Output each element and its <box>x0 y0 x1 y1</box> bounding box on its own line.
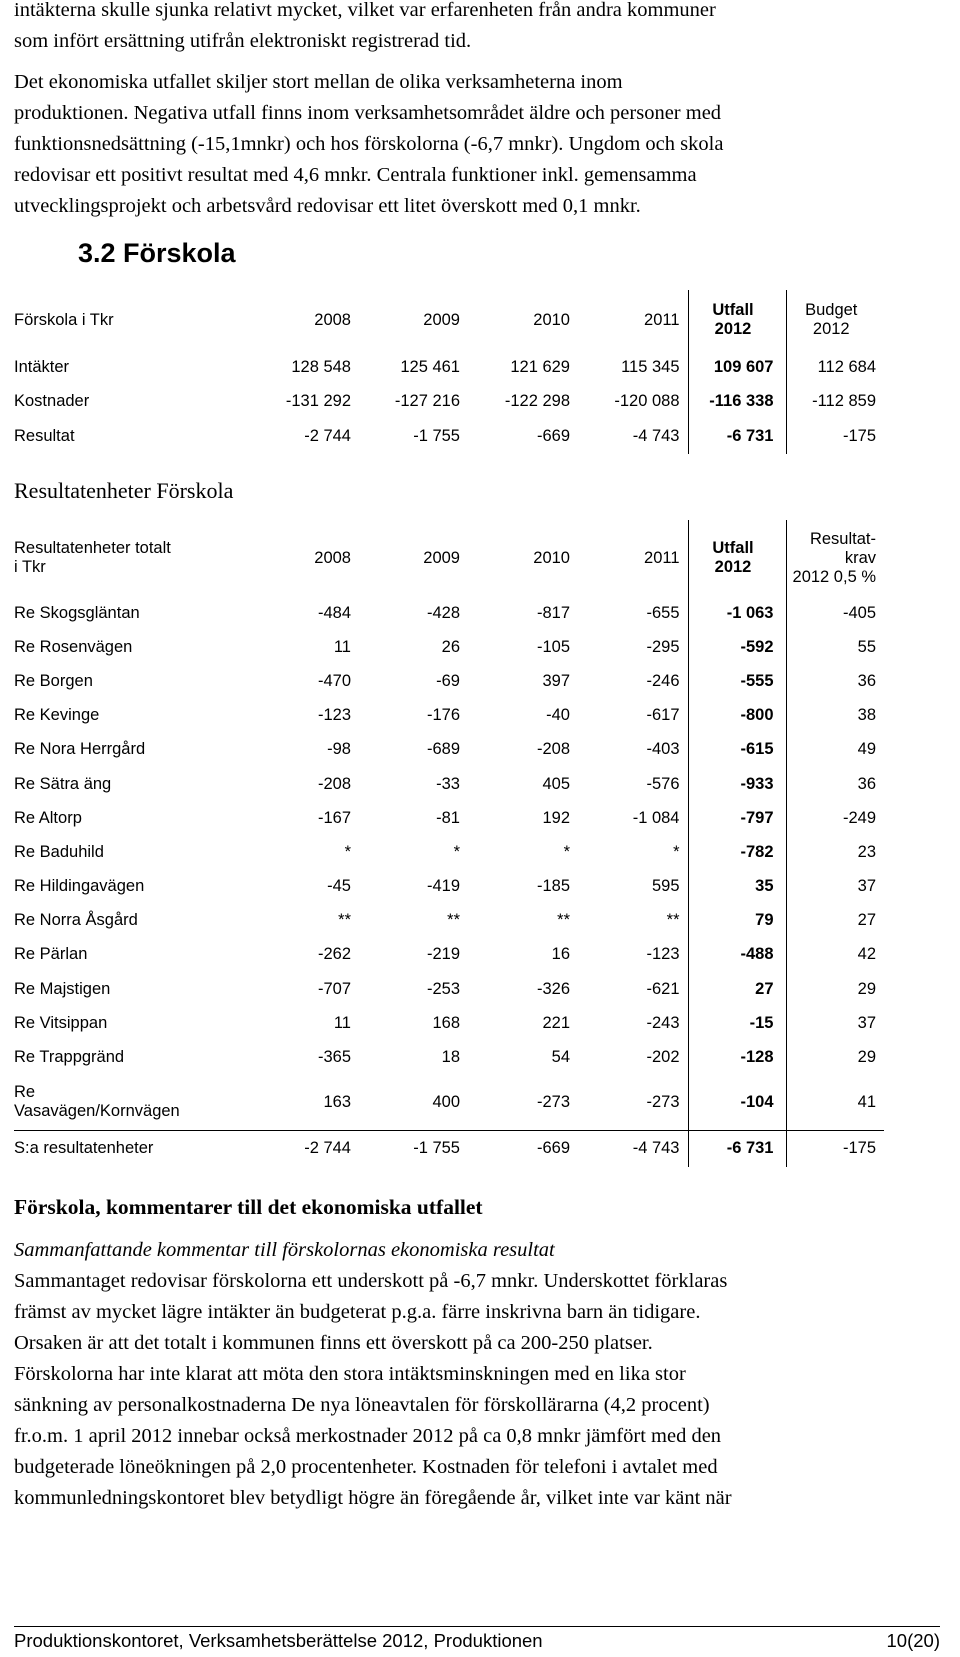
cell: -208 <box>536 740 570 759</box>
header-label-line: Resultatenheter totalt <box>14 539 171 557</box>
row-label-line: Vasavägen/Kornvägen <box>14 1102 180 1121</box>
cell: -295 <box>646 637 680 656</box>
cell: ** <box>447 911 460 930</box>
cell: 192 <box>542 808 570 827</box>
cell: -105 <box>536 637 570 656</box>
krav-cell: 37 <box>857 1013 876 1032</box>
header-year: 2008 <box>314 548 351 567</box>
cell: 54 <box>551 1048 570 1067</box>
cell: -167 <box>317 808 351 827</box>
krav-cell: 36 <box>857 671 876 690</box>
utfall-cell: -6 731 <box>688 418 786 454</box>
cell: -419 <box>426 877 460 896</box>
cell: * <box>673 842 680 861</box>
utfall-cell: -800 <box>688 699 786 733</box>
header-year: 2008 <box>314 310 351 329</box>
header-budget-line: Budget <box>805 301 858 319</box>
text-line: funktionsnedsättning (-15,1mnkr) och hos förskolorna (-6,7 mnkr). Ungdom och skola <box>14 133 724 155</box>
header-krav-line: Resultat- <box>809 529 876 548</box>
cell: 128 548 <box>291 357 351 376</box>
budget-cell: -175 <box>842 426 876 445</box>
row-label: Re Skogsgläntan <box>14 603 140 622</box>
krav-cell: 23 <box>857 842 876 861</box>
cell: -243 <box>646 1013 680 1032</box>
cell: -40 <box>546 706 570 725</box>
cell: ** <box>666 911 680 930</box>
utfall-cell: 35 <box>688 870 786 904</box>
header-label <box>14 520 254 596</box>
utfall-cell: -488 <box>688 938 786 972</box>
text-line: Förskolorna har inte klarat att möta den stora intäktsminskningen med en lika stor <box>14 1363 686 1385</box>
utfall-cell: 79 <box>688 904 786 938</box>
header-utfall-line: Utfall <box>712 301 754 319</box>
header-budget <box>786 290 884 350</box>
cell: -707 <box>317 979 351 998</box>
table-row <box>14 767 884 801</box>
text-line: utvecklingsprojekt och arbetsvård redovisar ett litet överskott med 0,1 mnkr. <box>14 195 641 217</box>
cell: -669 <box>468 1131 578 1167</box>
utfall-cell: -782 <box>688 835 786 869</box>
krav-cell: -405 <box>842 603 876 622</box>
header-year: 2010 <box>533 310 570 329</box>
budget-cell: -112 859 <box>812 391 876 410</box>
cell: -33 <box>436 774 460 793</box>
table-row <box>14 1040 884 1074</box>
comments-heading: Förskola, kommentarer till det ekonomiska utfallet <box>14 1195 483 1219</box>
cell: -617 <box>646 706 680 725</box>
cell: -185 <box>536 877 570 896</box>
row-label: Resultat <box>14 426 75 445</box>
row-label-line: Re <box>14 1083 36 1102</box>
subheading: Resultatenheter Förskola <box>14 478 234 503</box>
intro-paragraph <box>14 0 944 57</box>
cell: 595 <box>651 877 680 896</box>
table-row <box>14 938 884 972</box>
comments-paragraph <box>14 1266 944 1514</box>
total-row <box>14 1131 884 1167</box>
row-label: Re Rosenvägen <box>14 637 133 656</box>
utfall-cell: -933 <box>688 767 786 801</box>
text-line: sänkning av personalkostnaderna De nya löneavtalen för förskollärarna (4,2 procent) <box>14 1394 710 1416</box>
cell: -273 <box>646 1092 680 1111</box>
header-year: 2009 <box>423 548 460 567</box>
text-line: budgeterade löneökningen på 2,0 procentenheter. Kostnaden för telefoni i avtalet med <box>14 1456 718 1478</box>
header-label-line: i Tkr <box>14 558 46 576</box>
forskola-summary-table <box>14 290 884 454</box>
cell: -120 088 <box>614 391 680 410</box>
row-label: Re Nora Herrgård <box>14 740 146 759</box>
cell: ** <box>338 911 351 930</box>
krav-cell: 41 <box>857 1092 876 1111</box>
utfall-cell: -592 <box>688 630 786 664</box>
header-label: Förskola i Tkr <box>14 310 114 329</box>
cell: 26 <box>441 637 460 656</box>
cell: -470 <box>317 671 351 690</box>
header-budget-line: 2012 <box>812 320 850 338</box>
cell: -669 <box>536 426 570 445</box>
cell: -219 <box>426 945 460 964</box>
cell: -2 744 <box>304 426 351 445</box>
cell: -621 <box>646 979 680 998</box>
cell: -81 <box>436 808 460 827</box>
utfall-cell: -116 338 <box>688 384 786 418</box>
utfall-cell: 27 <box>688 972 786 1006</box>
utfall-cell: -1 063 <box>688 596 786 630</box>
row-label <box>14 1075 254 1131</box>
cell: -45 <box>327 877 351 896</box>
cell: * <box>344 842 351 861</box>
header-krav-line: 2012 0,5 % <box>792 567 876 586</box>
cell: -4 743 <box>632 426 680 445</box>
footer-left: Produktionskontoret, Verksamhetsberättelse 2012, Produktionen <box>14 1630 543 1651</box>
cell: -123 <box>646 945 680 964</box>
cell: -655 <box>646 603 680 622</box>
text-line: som infört ersättning utifrån elektroniskt registrerad tid. <box>14 30 472 52</box>
cell: -98 <box>327 740 351 759</box>
utfall-cell: -615 <box>688 733 786 767</box>
row-label: S:a resultatenheter <box>14 1131 254 1167</box>
cell: -484 <box>317 603 351 622</box>
cell: -123 <box>317 706 351 725</box>
text-line: redovisar ett positivt resultat med 4,6 mnkr. Centrala funktioner inkl. gemensamma <box>14 164 697 186</box>
krav-cell: 27 <box>857 911 876 930</box>
row-label: Re Trappgränd <box>14 1048 125 1067</box>
cell: -689 <box>426 740 460 759</box>
table-row <box>14 350 884 384</box>
cell: 16 <box>551 945 570 964</box>
row-label: Re Baduhild <box>14 842 104 861</box>
cell: 18 <box>441 1048 460 1067</box>
cell: ** <box>557 911 570 930</box>
row-label: Re Borgen <box>14 671 93 690</box>
cell: -2 744 <box>254 1131 359 1167</box>
krav-cell: 55 <box>857 637 876 656</box>
header-krav-line: krav <box>844 548 876 567</box>
utfall-cell: -6 731 <box>688 1131 786 1167</box>
table-row <box>14 904 884 938</box>
cell: 163 <box>323 1092 351 1111</box>
table-header-row <box>14 290 884 350</box>
utfall-cell: -104 <box>688 1075 786 1131</box>
header-utfall <box>688 520 786 596</box>
table-row <box>14 835 884 869</box>
header-year: 2011 <box>644 310 680 329</box>
utfall-cell: -15 <box>688 1006 786 1040</box>
cell: 400 <box>432 1092 460 1111</box>
cell: -176 <box>426 706 460 725</box>
cell: -4 743 <box>578 1131 688 1167</box>
krav-cell: 29 <box>857 979 876 998</box>
table-row <box>14 1006 884 1040</box>
cell: -1 755 <box>359 1131 468 1167</box>
header-year: 2009 <box>423 310 460 329</box>
header-utfall <box>688 290 786 350</box>
row-label: Re Sätra äng <box>14 774 112 793</box>
text-line: kommunledningskontoret blev betydligt högre än föregående år, vilket inte var känt när <box>14 1487 732 1509</box>
table-row <box>14 733 884 767</box>
cell: 405 <box>542 774 570 793</box>
cell: -576 <box>646 774 680 793</box>
cell: -428 <box>426 603 460 622</box>
cell: * <box>453 842 460 861</box>
economic-summary-paragraph <box>14 67 944 222</box>
table-row <box>14 699 884 733</box>
row-label: Re Vitsippan <box>14 1013 108 1032</box>
text-line: fr.o.m. 1 april 2012 innebar också merkostnader 2012 på ca 0,8 mnkr jämfört med den <box>14 1425 722 1447</box>
text-line: Sammantaget redovisar förskolorna ett underskott på -6,7 mnkr. Underskottet förklaras <box>14 1270 728 1292</box>
row-label: Intäkter <box>14 357 70 376</box>
cell: -122 298 <box>504 391 570 410</box>
table-header-row <box>14 520 884 596</box>
table-row <box>14 596 884 630</box>
comments-subheading <box>14 1235 944 1266</box>
section-heading: 3.2 Förskola <box>78 238 236 268</box>
cell: -246 <box>646 671 680 690</box>
table-row <box>14 664 884 698</box>
cell: 397 <box>542 671 570 690</box>
cell: -127 216 <box>394 391 460 410</box>
text-line: Orsaken är att det totalt i kommunen finns ett överskott på ca 200-250 platser. <box>14 1332 653 1354</box>
resultatenheter-table <box>14 520 884 1167</box>
krav-cell: -175 <box>786 1131 884 1167</box>
row-label: Kostnader <box>14 391 90 410</box>
header-krav <box>786 520 884 596</box>
cell: -69 <box>436 671 460 690</box>
header-utfall-line: 2012 <box>714 320 752 338</box>
row-label: Re Hildingavägen <box>14 877 145 896</box>
table-row <box>14 972 884 1006</box>
table-row <box>14 801 884 835</box>
cell: 121 629 <box>510 357 570 376</box>
row-label: Re Pärlan <box>14 945 88 964</box>
text-line: främst av mycket lägre intäkter än budgeterat p.g.a. färre inskrivna barn än tidigare. <box>14 1301 701 1323</box>
table-row <box>14 1075 884 1131</box>
cell: -253 <box>426 979 460 998</box>
cell: 115 345 <box>621 357 680 376</box>
cell: 221 <box>542 1013 570 1032</box>
cell: -202 <box>646 1048 680 1067</box>
table-row <box>14 630 884 664</box>
cell: -273 <box>536 1092 570 1111</box>
krav-cell: 29 <box>857 1048 876 1067</box>
cell: -208 <box>317 774 351 793</box>
table-row <box>14 418 884 454</box>
header-year: 2010 <box>533 548 570 567</box>
text-line: produktionen. Negativa utfall finns inom verksamhetsområdet äldre och personer med <box>14 102 722 124</box>
cell: -365 <box>317 1048 351 1067</box>
cell: -1 084 <box>632 808 680 827</box>
cell: * <box>563 842 570 861</box>
text-line: Sammanfattande kommentar till förskolornas ekonomiska resultat <box>14 1239 555 1261</box>
row-label: Re Majstigen <box>14 979 111 998</box>
cell: -326 <box>536 979 570 998</box>
header-utfall-line: 2012 <box>714 558 752 576</box>
text-line: intäkterna skulle sjunka relativt mycket, vilket var erfarenheten från andra kommuner <box>14 0 716 21</box>
utfall-cell: -128 <box>688 1040 786 1074</box>
cell: -1 755 <box>413 426 460 445</box>
row-label: Re Norra Åsgård <box>14 911 138 930</box>
table-row <box>14 384 884 418</box>
cell: 11 <box>333 637 351 656</box>
krav-cell: 36 <box>857 774 876 793</box>
cell: -262 <box>317 945 351 964</box>
utfall-cell: 109 607 <box>688 350 786 384</box>
cell: 125 461 <box>400 357 460 376</box>
footer-divider <box>14 1626 940 1627</box>
table-row <box>14 870 884 904</box>
krav-cell: 42 <box>857 945 876 964</box>
page-number: 10(20) <box>886 1630 940 1651</box>
cell: -817 <box>536 603 570 622</box>
krav-cell: 49 <box>857 740 876 759</box>
cell: 11 <box>333 1013 351 1032</box>
row-label: Re Altorp <box>14 808 82 827</box>
krav-cell: 37 <box>857 877 876 896</box>
header-year: 2011 <box>644 548 680 567</box>
krav-cell: -249 <box>842 808 876 827</box>
budget-cell: 112 684 <box>817 357 876 376</box>
text-line: Det ekonomiska utfallet skiljer stort mellan de olika verksamheterna inom <box>14 71 623 93</box>
cell: -131 292 <box>285 391 351 410</box>
header-utfall-line: Utfall <box>712 539 754 557</box>
row-label: Re Kevinge <box>14 706 100 725</box>
cell: -403 <box>646 740 680 759</box>
krav-cell: 38 <box>857 706 876 725</box>
cell: 168 <box>432 1013 460 1032</box>
utfall-cell: -555 <box>688 664 786 698</box>
utfall-cell: -797 <box>688 801 786 835</box>
